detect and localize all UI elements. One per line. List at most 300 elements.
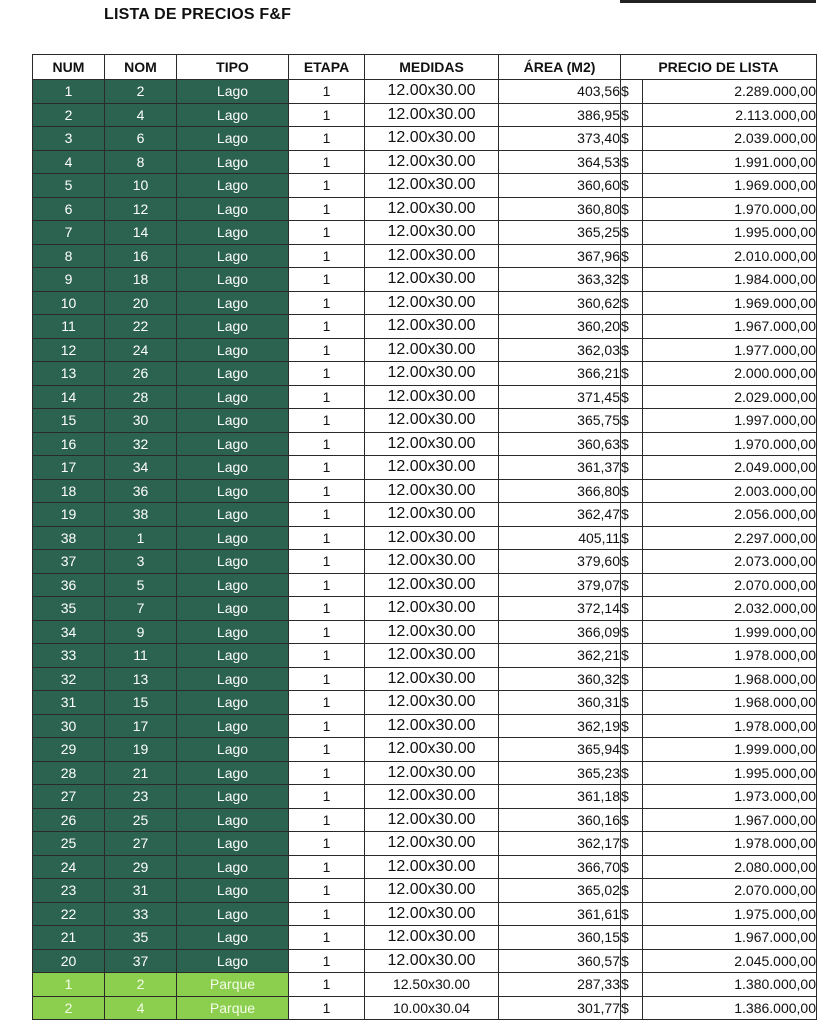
cell-num: 22 [33, 902, 105, 926]
cell-etapa: 1 [289, 691, 365, 715]
cell-precio: 1.969.000,00 [643, 174, 817, 198]
table-row [33, 597, 817, 621]
cell-area: 364,53 [499, 150, 621, 174]
cell-etapa: 1 [289, 80, 365, 104]
cell-num: 15 [33, 409, 105, 433]
cell-nom: 15 [105, 691, 177, 715]
cell-medidas: 12.00x30.00 [365, 667, 499, 691]
cell-etapa: 1 [289, 620, 365, 644]
cell-medidas: 12.00x30.00 [365, 244, 499, 268]
cell-tipo: Lago [177, 315, 289, 339]
cell-tipo: Lago [177, 902, 289, 926]
cell-num: 1 [33, 973, 105, 997]
cell-currency: $ [621, 385, 643, 409]
cell-tipo: Lago [177, 832, 289, 856]
cell-currency: $ [621, 973, 643, 997]
cell-etapa: 1 [289, 738, 365, 762]
cell-area: 360,31 [499, 691, 621, 715]
cell-medidas: 12.00x30.00 [365, 174, 499, 198]
cell-tipo: Lago [177, 362, 289, 386]
cell-etapa: 1 [289, 597, 365, 621]
cell-etapa: 1 [289, 714, 365, 738]
table-row [33, 315, 817, 339]
cell-currency: $ [621, 855, 643, 879]
cell-nom: 12 [105, 197, 177, 221]
table-row [33, 785, 817, 809]
cell-medidas: 12.00x30.00 [365, 362, 499, 386]
cell-precio: 1.995.000,00 [643, 221, 817, 245]
cell-nom: 20 [105, 291, 177, 315]
cell-medidas: 12.00x30.00 [365, 409, 499, 433]
cell-currency: $ [621, 503, 643, 527]
cell-currency: $ [621, 456, 643, 480]
table-row [33, 949, 817, 973]
cell-tipo: Lago [177, 714, 289, 738]
table-row [33, 996, 817, 1020]
cell-currency: $ [621, 291, 643, 315]
cell-medidas: 12.00x30.00 [365, 127, 499, 151]
cell-num: 9 [33, 268, 105, 292]
cell-area: 361,18 [499, 785, 621, 809]
cell-precio: 1.999.000,00 [643, 620, 817, 644]
cell-area: 365,75 [499, 409, 621, 433]
cell-num: 31 [33, 691, 105, 715]
cell-currency: $ [621, 996, 643, 1020]
cell-currency: $ [621, 879, 643, 903]
cell-nom: 26 [105, 362, 177, 386]
cell-precio: 2.049.000,00 [643, 456, 817, 480]
cell-tipo: Lago [177, 80, 289, 104]
table-row [33, 197, 817, 221]
cell-medidas: 12.50x30.00 [365, 973, 499, 997]
cell-etapa: 1 [289, 479, 365, 503]
cell-currency: $ [621, 80, 643, 104]
cell-area: 367,96 [499, 244, 621, 268]
cell-currency: $ [621, 221, 643, 245]
cell-currency: $ [621, 197, 643, 221]
cell-precio: 1.984.000,00 [643, 268, 817, 292]
cell-etapa: 1 [289, 385, 365, 409]
cell-etapa: 1 [289, 926, 365, 950]
cell-etapa: 1 [289, 338, 365, 362]
cell-num: 23 [33, 879, 105, 903]
cell-nom: 29 [105, 855, 177, 879]
cell-area: 366,09 [499, 620, 621, 644]
table-row [33, 855, 817, 879]
cell-nom: 8 [105, 150, 177, 174]
cell-nom: 21 [105, 761, 177, 785]
cell-etapa: 1 [289, 949, 365, 973]
cell-medidas: 12.00x30.00 [365, 103, 499, 127]
cell-medidas: 12.00x30.00 [365, 808, 499, 832]
cell-area: 366,80 [499, 479, 621, 503]
cell-etapa: 1 [289, 456, 365, 480]
cell-nom: 7 [105, 597, 177, 621]
cell-area: 360,16 [499, 808, 621, 832]
cell-nom: 22 [105, 315, 177, 339]
cell-area: 360,32 [499, 667, 621, 691]
cell-currency: $ [621, 362, 643, 386]
cell-etapa: 1 [289, 667, 365, 691]
cell-area: 361,37 [499, 456, 621, 480]
cell-precio: 2.073.000,00 [643, 550, 817, 574]
cell-tipo: Lago [177, 738, 289, 762]
cell-medidas: 12.00x30.00 [365, 691, 499, 715]
cell-currency: $ [621, 573, 643, 597]
table-row [33, 432, 817, 456]
cell-precio: 1.999.000,00 [643, 738, 817, 762]
cell-etapa: 1 [289, 315, 365, 339]
cell-area: 365,02 [499, 879, 621, 903]
cell-tipo: Lago [177, 221, 289, 245]
cell-tipo: Lago [177, 526, 289, 550]
cell-tipo: Lago [177, 691, 289, 715]
cell-area: 287,33 [499, 973, 621, 997]
table-row [33, 550, 817, 574]
cell-precio: 2.056.000,00 [643, 503, 817, 527]
cell-nom: 30 [105, 409, 177, 433]
cell-tipo: Lago [177, 409, 289, 433]
cell-medidas: 12.00x30.00 [365, 597, 499, 621]
cell-etapa: 1 [289, 150, 365, 174]
cell-area: 362,17 [499, 832, 621, 856]
cell-area: 360,80 [499, 197, 621, 221]
cell-tipo: Lago [177, 550, 289, 574]
cell-precio: 1.991.000,00 [643, 150, 817, 174]
table-row [33, 738, 817, 762]
cell-precio: 1.970.000,00 [643, 197, 817, 221]
cell-num: 11 [33, 315, 105, 339]
cell-area: 360,15 [499, 926, 621, 950]
cell-nom: 38 [105, 503, 177, 527]
top-edge-bar [620, 0, 816, 3]
table-row [33, 338, 817, 362]
cell-etapa: 1 [289, 244, 365, 268]
cell-tipo: Lago [177, 949, 289, 973]
cell-currency: $ [621, 691, 643, 715]
cell-precio: 1.978.000,00 [643, 832, 817, 856]
cell-currency: $ [621, 644, 643, 668]
cell-nom: 1 [105, 526, 177, 550]
cell-medidas: 12.00x30.00 [365, 197, 499, 221]
cell-currency: $ [621, 832, 643, 856]
table-row [33, 620, 817, 644]
cell-currency: $ [621, 902, 643, 926]
cell-area: 360,62 [499, 291, 621, 315]
cell-nom: 13 [105, 667, 177, 691]
table-row [33, 973, 817, 997]
cell-nom: 18 [105, 268, 177, 292]
cell-nom: 25 [105, 808, 177, 832]
cell-area: 405,11 [499, 526, 621, 550]
cell-nom: 10 [105, 174, 177, 198]
cell-nom: 2 [105, 80, 177, 104]
cell-num: 28 [33, 761, 105, 785]
cell-currency: $ [621, 667, 643, 691]
cell-area: 360,57 [499, 949, 621, 973]
table-row [33, 174, 817, 198]
cell-precio: 1.995.000,00 [643, 761, 817, 785]
cell-precio: 2.289.000,00 [643, 80, 817, 104]
cell-num: 24 [33, 855, 105, 879]
cell-num: 20 [33, 949, 105, 973]
table-row [33, 362, 817, 386]
cell-medidas: 12.00x30.00 [365, 150, 499, 174]
cell-nom: 19 [105, 738, 177, 762]
cell-currency: $ [621, 432, 643, 456]
cell-etapa: 1 [289, 221, 365, 245]
cell-num: 14 [33, 385, 105, 409]
cell-tipo: Lago [177, 479, 289, 503]
cell-tipo: Parque [177, 973, 289, 997]
cell-precio: 1.968.000,00 [643, 691, 817, 715]
cell-nom: 23 [105, 785, 177, 809]
cell-medidas: 12.00x30.00 [365, 315, 499, 339]
table-row [33, 385, 817, 409]
cell-num: 32 [33, 667, 105, 691]
cell-num: 13 [33, 362, 105, 386]
cell-tipo: Lago [177, 808, 289, 832]
cell-currency: $ [621, 174, 643, 198]
cell-etapa: 1 [289, 832, 365, 856]
cell-currency: $ [621, 268, 643, 292]
cell-currency: $ [621, 479, 643, 503]
cell-tipo: Lago [177, 150, 289, 174]
cell-num: 35 [33, 597, 105, 621]
cell-num: 2 [33, 996, 105, 1020]
cell-nom: 14 [105, 221, 177, 245]
cell-nom: 34 [105, 456, 177, 480]
cell-num: 26 [33, 808, 105, 832]
cell-tipo: Lago [177, 879, 289, 903]
cell-precio: 1.380.000,00 [643, 973, 817, 997]
cell-tipo: Lago [177, 456, 289, 480]
cell-tipo: Lago [177, 573, 289, 597]
cell-currency: $ [621, 714, 643, 738]
cell-currency: $ [621, 338, 643, 362]
header-medidas: MEDIDAS [365, 55, 499, 80]
cell-num: 17 [33, 456, 105, 480]
cell-num: 10 [33, 291, 105, 315]
cell-tipo: Lago [177, 244, 289, 268]
cell-currency: $ [621, 550, 643, 574]
cell-currency: $ [621, 150, 643, 174]
cell-precio: 1.997.000,00 [643, 409, 817, 433]
table-row [33, 644, 817, 668]
cell-nom: 36 [105, 479, 177, 503]
cell-etapa: 1 [289, 503, 365, 527]
cell-medidas: 12.00x30.00 [365, 926, 499, 950]
cell-currency: $ [621, 761, 643, 785]
cell-currency: $ [621, 127, 643, 151]
cell-area: 362,03 [499, 338, 621, 362]
cell-num: 18 [33, 479, 105, 503]
cell-num: 7 [33, 221, 105, 245]
cell-etapa: 1 [289, 291, 365, 315]
cell-num: 4 [33, 150, 105, 174]
cell-medidas: 12.00x30.00 [365, 902, 499, 926]
cell-medidas: 12.00x30.00 [365, 832, 499, 856]
cell-currency: $ [621, 949, 643, 973]
cell-precio: 1.386.000,00 [643, 996, 817, 1020]
table-row [33, 832, 817, 856]
cell-medidas: 10.00x30.04 [365, 996, 499, 1020]
cell-num: 2 [33, 103, 105, 127]
cell-nom: 4 [105, 103, 177, 127]
cell-etapa: 1 [289, 879, 365, 903]
cell-area: 360,60 [499, 174, 621, 198]
cell-precio: 1.967.000,00 [643, 808, 817, 832]
cell-precio: 2.070.000,00 [643, 573, 817, 597]
cell-precio: 1.969.000,00 [643, 291, 817, 315]
cell-precio: 2.070.000,00 [643, 879, 817, 903]
table-row [33, 409, 817, 433]
cell-currency: $ [621, 785, 643, 809]
cell-num: 27 [33, 785, 105, 809]
cell-precio: 2.000.000,00 [643, 362, 817, 386]
cell-nom: 16 [105, 244, 177, 268]
cell-precio: 1.970.000,00 [643, 432, 817, 456]
cell-tipo: Lago [177, 667, 289, 691]
cell-currency: $ [621, 244, 643, 268]
cell-num: 1 [33, 80, 105, 104]
cell-area: 373,40 [499, 127, 621, 151]
table-row [33, 808, 817, 832]
cell-precio: 1.968.000,00 [643, 667, 817, 691]
cell-num: 6 [33, 197, 105, 221]
cell-currency: $ [621, 738, 643, 762]
cell-area: 366,70 [499, 855, 621, 879]
cell-num: 19 [33, 503, 105, 527]
cell-precio: 1.975.000,00 [643, 902, 817, 926]
table-row [33, 150, 817, 174]
header-area: ÁREA (M2) [499, 55, 621, 80]
table-row [33, 573, 817, 597]
cell-etapa: 1 [289, 644, 365, 668]
cell-currency: $ [621, 409, 643, 433]
cell-medidas: 12.00x30.00 [365, 479, 499, 503]
cell-medidas: 12.00x30.00 [365, 432, 499, 456]
cell-currency: $ [621, 926, 643, 950]
cell-etapa: 1 [289, 526, 365, 550]
cell-area: 362,19 [499, 714, 621, 738]
price-list-table [32, 54, 817, 1020]
header-num: NUM [33, 55, 105, 80]
page-title: LISTA DE PRECIOS F&F [104, 6, 292, 23]
cell-area: 372,14 [499, 597, 621, 621]
cell-nom: 9 [105, 620, 177, 644]
table-row [33, 879, 817, 903]
cell-medidas: 12.00x30.00 [365, 550, 499, 574]
cell-num: 34 [33, 620, 105, 644]
cell-num: 33 [33, 644, 105, 668]
cell-tipo: Lago [177, 785, 289, 809]
cell-etapa: 1 [289, 362, 365, 386]
cell-medidas: 12.00x30.00 [365, 503, 499, 527]
cell-currency: $ [621, 526, 643, 550]
cell-precio: 2.045.000,00 [643, 949, 817, 973]
cell-area: 366,21 [499, 362, 621, 386]
cell-nom: 32 [105, 432, 177, 456]
cell-etapa: 1 [289, 785, 365, 809]
cell-nom: 37 [105, 949, 177, 973]
cell-tipo: Lago [177, 926, 289, 950]
table-row [33, 902, 817, 926]
cell-nom: 11 [105, 644, 177, 668]
table-row [33, 80, 817, 104]
cell-area: 371,45 [499, 385, 621, 409]
cell-num: 21 [33, 926, 105, 950]
cell-currency: $ [621, 620, 643, 644]
cell-etapa: 1 [289, 973, 365, 997]
cell-num: 3 [33, 127, 105, 151]
cell-medidas: 12.00x30.00 [365, 879, 499, 903]
table-row [33, 926, 817, 950]
cell-num: 38 [33, 526, 105, 550]
header-precio: PRECIO DE LISTA [621, 55, 817, 80]
table-row [33, 479, 817, 503]
table-row [33, 221, 817, 245]
cell-tipo: Lago [177, 268, 289, 292]
table-row [33, 456, 817, 480]
cell-area: 379,60 [499, 550, 621, 574]
cell-etapa: 1 [289, 761, 365, 785]
cell-precio: 2.003.000,00 [643, 479, 817, 503]
table-row [33, 103, 817, 127]
cell-tipo: Lago [177, 127, 289, 151]
cell-area: 365,94 [499, 738, 621, 762]
cell-nom: 24 [105, 338, 177, 362]
cell-precio: 1.978.000,00 [643, 644, 817, 668]
cell-precio: 2.080.000,00 [643, 855, 817, 879]
cell-medidas: 12.00x30.00 [365, 291, 499, 315]
cell-precio: 1.978.000,00 [643, 714, 817, 738]
cell-medidas: 12.00x30.00 [365, 456, 499, 480]
header-etapa: ETAPA [289, 55, 365, 80]
cell-num: 29 [33, 738, 105, 762]
cell-etapa: 1 [289, 174, 365, 198]
cell-tipo: Lago [177, 197, 289, 221]
cell-etapa: 1 [289, 409, 365, 433]
cell-area: 361,61 [499, 902, 621, 926]
cell-area: 365,25 [499, 221, 621, 245]
cell-etapa: 1 [289, 197, 365, 221]
cell-medidas: 12.00x30.00 [365, 526, 499, 550]
cell-num: 25 [33, 832, 105, 856]
cell-area: 365,23 [499, 761, 621, 785]
cell-medidas: 12.00x30.00 [365, 268, 499, 292]
cell-precio: 2.010.000,00 [643, 244, 817, 268]
cell-medidas: 12.00x30.00 [365, 949, 499, 973]
cell-tipo: Lago [177, 291, 289, 315]
cell-currency: $ [621, 808, 643, 832]
cell-nom: 27 [105, 832, 177, 856]
cell-area: 379,07 [499, 573, 621, 597]
cell-nom: 35 [105, 926, 177, 950]
cell-num: 8 [33, 244, 105, 268]
cell-etapa: 1 [289, 103, 365, 127]
cell-num: 5 [33, 174, 105, 198]
cell-tipo: Lago [177, 385, 289, 409]
cell-medidas: 12.00x30.00 [365, 855, 499, 879]
table-row [33, 667, 817, 691]
cell-precio: 2.032.000,00 [643, 597, 817, 621]
cell-tipo: Lago [177, 432, 289, 456]
cell-nom: 17 [105, 714, 177, 738]
cell-precio: 1.967.000,00 [643, 926, 817, 950]
cell-medidas: 12.00x30.00 [365, 338, 499, 362]
cell-etapa: 1 [289, 996, 365, 1020]
